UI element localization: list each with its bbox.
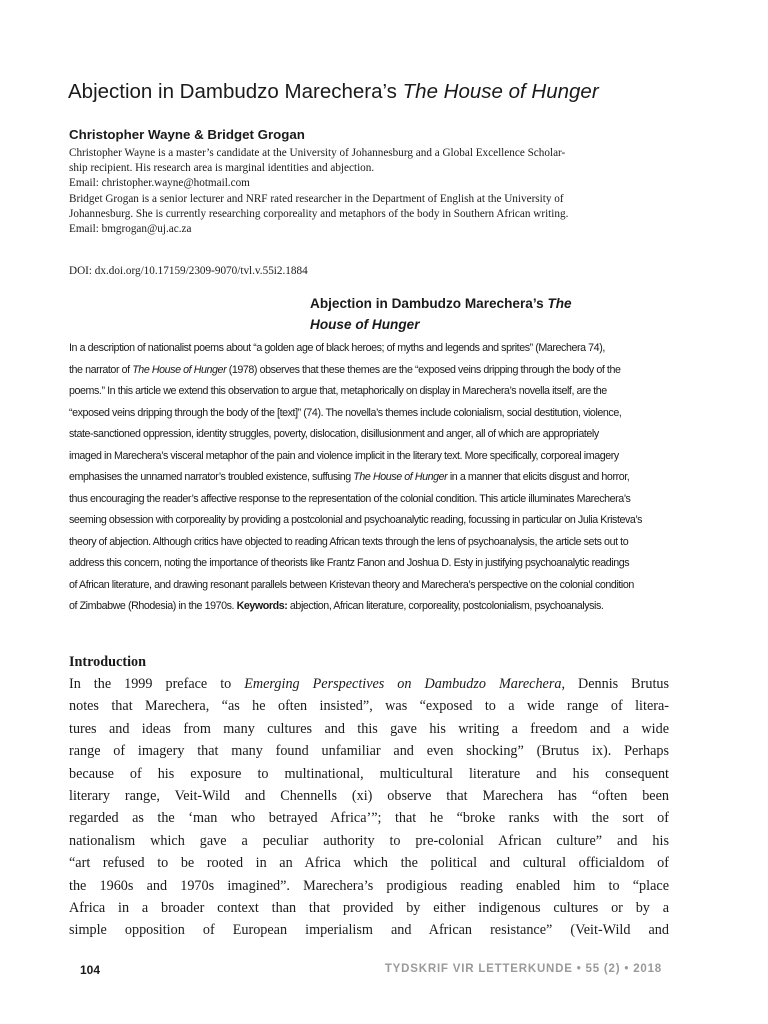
abstract-line: of African literature, and drawing resonant parallels between Kristevan theory and Marechera’s perspective on the colonial condition	[69, 578, 634, 591]
abstract-line: In a description of nationalist poems about “a golden age of black heroes; of myths and legends and sprites” (Marechera 74),	[69, 342, 605, 354]
bio-line: Johannesburg. She is currently researching corporeality and metaphors of the body in Southern African writing.	[69, 207, 569, 220]
bio-email: Email: bmgrogan@uj.ac.za	[69, 223, 192, 236]
page-number: 104	[80, 963, 101, 977]
bio-line: Bridget Grogan is a senior lecturer and NRF rated researcher in the Department of English at the University of	[69, 192, 564, 205]
author-bio	[69, 146, 669, 237]
abstract-line: state-sanctioned oppression, identity struggles, poverty, dislocation, disillusionment and anger, all of which are appropriately	[69, 428, 599, 440]
abstract-line: emphasises the unnamed narrator’s troubled existence, suffusing The House of Hunger in a manner that elicits disgust and horror,	[69, 471, 630, 483]
abstract-line: address this concern, noting the importance of theorists like Frantz Fanon and Joshua D. Esty in justifying psychoanalytic readings	[69, 557, 630, 569]
body-line: because of his exposure to multinational, multicultural literature and his consequent	[69, 765, 669, 782]
body-line: literary range, Veit-Wild and Chennells (xi) observe that Marechera has “often been	[69, 788, 669, 805]
introduction-body	[69, 673, 669, 942]
body-line: Africa in a broader context than that provided by either indigenous cultures or by a	[69, 900, 669, 917]
body-line: regarded as the ‘man who betrayed Africa’”; that he “broke ranks with the sort of	[69, 810, 669, 827]
abstract-body	[69, 338, 642, 618]
abstract-line: theory of abjection. Although critics have objected to reading African texts through the lens of psychoanalysis, the article sets out to	[69, 535, 629, 548]
abstract-title: Abjection in Dambudzo Marechera’s The House of Hunger	[310, 296, 572, 332]
body-line: nationalism which gave a peculiar authority to pre-colonial African culture” and his	[69, 832, 669, 849]
abstract-line: the narrator of The House of Hunger (1978) observes that these themes are the “exposed veins dripping through the body of the	[69, 363, 621, 376]
abstract-line: thus encouraging the reader’s affective response to the representation of the colonial condition. This article illuminates Marechera’s	[69, 492, 631, 505]
authors: Christopher Wayne & Bridget Grogan	[69, 127, 305, 142]
body-line: “art refused to be rooted in an Africa which the political and cultural officialdom of	[69, 855, 669, 872]
bio-line: Christopher Wayne is a master’s candidate at the University of Johannesburg and a Global Excellence Scholar-	[69, 147, 566, 159]
section-heading: Introduction	[69, 654, 146, 670]
body-line: In the 1999 preface to Emerging Perspectives on Dambudzo Marechera, Dennis Brutus	[69, 676, 669, 692]
abstract-line: imaged in Marechera’s visceral metaphor of the pain and violence implicit in the literary text. More specifically, corporeal imagery	[69, 449, 619, 462]
body-line: range of imagery that many found unfamiliar and even shocking” (Brutus ix). Perhaps	[69, 743, 669, 760]
journal-footer: TYDSKRIF VIR LETTERKUNDE • 55 (2) • 2018	[384, 963, 662, 975]
bio-email: Email: christopher.wayne@hotmail.com	[69, 177, 250, 190]
keywords-label: Keywords:	[236, 600, 288, 612]
abstract-line: poems.” In this article we extend this observation to argue that, metaphorically on display in Marechera’s novella itself, are the	[69, 385, 607, 397]
bio-line: ship recipient. His research area is marginal identities and abjection.	[69, 162, 375, 175]
body-line: simple opposition of European imperialism and African resistance” (Veit-Wild and	[69, 922, 669, 939]
body-line: the 1960s and 1970s imagined”. Marechera’s prodigious reading enabled him to “place	[69, 877, 669, 894]
abstract-line: of Zimbabwe (Rhodesia) in the 1970s. Keywords: abjection, African literature, corporeality, postcolonialism, psychoanalysis.	[69, 600, 604, 612]
body-line: tures and ideas from many cultures and this gave his writing a freedom and a wide	[69, 720, 669, 737]
doi: DOI: dx.doi.org/10.17159/2309-9070/tvl.v.55i2.1884	[69, 265, 308, 277]
abstract-line: seeming obsession with corporeality by providing a postcolonial and psychoanalytic reading, focussing in particular on Julia Kristeva’s	[69, 514, 643, 526]
abstract-line: “exposed veins dripping through the body of the [text]” (74). The novella’s themes include colonialism, social destitution, violence,	[69, 406, 622, 419]
article-title: Abjection in Dambudzo Marechera’s The House of Hunger	[68, 80, 599, 103]
body-line: notes that Marechera, “as he often insisted”, was “exposed to a wide range of litera-	[69, 698, 669, 715]
